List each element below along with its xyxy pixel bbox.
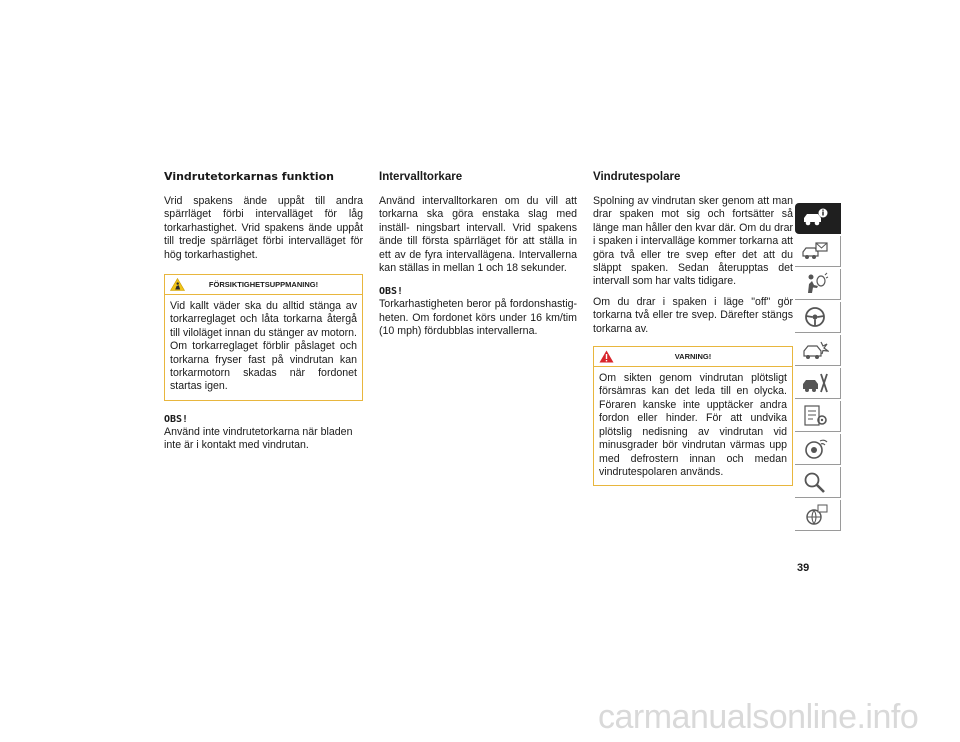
magnifier-icon	[801, 470, 829, 494]
tab-car-tools[interactable]	[795, 368, 841, 399]
caution-person-icon	[170, 278, 185, 291]
page-number: 39	[797, 562, 810, 574]
obs-body: Torkarhastigheten beror på fordonshastig- heten. Om fordonet körs under 16 km/tim (10 mph) fördubblas intervallerna.	[379, 298, 577, 338]
washer-paragraph-1: Spolning av vindrutan sker genom att man drar spaken mot sig och fortsätter så länge man håller den kvar där. Om du drar i spaken i intervalläge kommer torkarna att göra två eller tre svep efter det att du släppt spaken. Sedan återupptas det intervall som har valts tidigare.	[593, 195, 793, 288]
tab-car-envelope[interactable]	[795, 236, 841, 267]
tab-magnifier[interactable]	[795, 467, 841, 498]
warning-title: VARNING!	[674, 352, 712, 362]
caution-body: Vid kallt väder ska du alltid stänga av torkarreglaget och låta torkarna återgå till viloläget innan du stänger av motorn. Om torkarreglaget förblir påslaget och torkarna fryser fast på vindrutan kan torkarmotorn skadas när fordonet startas igen.	[170, 300, 357, 393]
car-crash-icon	[801, 338, 829, 362]
tab-multimedia[interactable]	[795, 434, 841, 465]
washer-paragraph-2: Om du drar i spaken i läge "off" gör torkarna två eller tre svep. Därefter stängs torkarna av.	[593, 295, 793, 335]
warning-box	[593, 346, 793, 486]
car-envelope-icon	[801, 239, 829, 263]
chapter-tabs	[795, 203, 841, 533]
obs-body: Använd inte vindrutetorkarna när bladen inte är i kontakt med vindrutan.	[164, 425, 353, 452]
caution-header	[165, 275, 362, 295]
car-tools-icon	[801, 371, 829, 395]
tab-language[interactable]	[795, 500, 841, 531]
watermark-bar	[0, 697, 960, 742]
section-heading-interval-wiper: Intervalltorkare	[379, 171, 463, 183]
airbag-person-icon	[801, 272, 829, 296]
maintenance-list-icon	[801, 404, 829, 428]
tab-maintenance-list[interactable]	[795, 401, 841, 432]
column-2	[379, 170, 577, 339]
caution-title: FÖRSIKTIGHETSUPPMANING!	[208, 280, 319, 290]
tab-car-crash[interactable]	[795, 335, 841, 366]
warning-body: Om sikten genom vindrutan plötsligt försämras kan det leda till en olycka. Föraren kanske inte upptäcker andra fordon eller hinder. För att undvika plötslig nedisning av vindrutan vid minusgrader bör vindrutan värmas upp med defrostern innan och medan vindrutespolaren används.	[599, 372, 787, 478]
column-1	[164, 170, 363, 453]
multimedia-icon	[801, 437, 829, 461]
steering-wheel-icon	[801, 305, 829, 329]
tab-airbag-person[interactable]	[795, 269, 841, 300]
obs-title: OBS!	[379, 286, 404, 298]
watermark-text: carmanualsonline.info	[598, 698, 919, 736]
interval-wiper-paragraph: Använd intervalltorkaren om du vill att torkarna ska göra enstaka slag med inställ- ningsbart intervall. Vrid spakens ände till första spärrläget för att ställa in ett av de fyra intervallägena. Intervallerna kan ställas in mellan 1 och 18 sekunder.	[379, 195, 577, 275]
warning-triangle-icon	[599, 350, 614, 363]
section-heading-wiper-function: Vindrutetorkarnas funktion	[164, 170, 334, 183]
wiper-function-paragraph: Vrid spakens ände uppåt till andra spärrläget förbi intervalläget för låg torkarhastighet. Vrid spakens ände uppåt till tredje spärrläget förbi intervalläget för hög torkarhastighet.	[164, 195, 363, 261]
tab-car-info[interactable]	[795, 203, 841, 234]
tab-steering-wheel[interactable]	[795, 302, 841, 333]
column-3	[593, 170, 793, 486]
caution-box	[164, 274, 363, 401]
section-heading-washer: Vindrutespolare	[593, 171, 681, 183]
warning-header	[594, 347, 792, 367]
language-icon	[801, 503, 829, 527]
car-info-icon	[801, 206, 829, 230]
obs-title: OBS!	[164, 413, 189, 425]
